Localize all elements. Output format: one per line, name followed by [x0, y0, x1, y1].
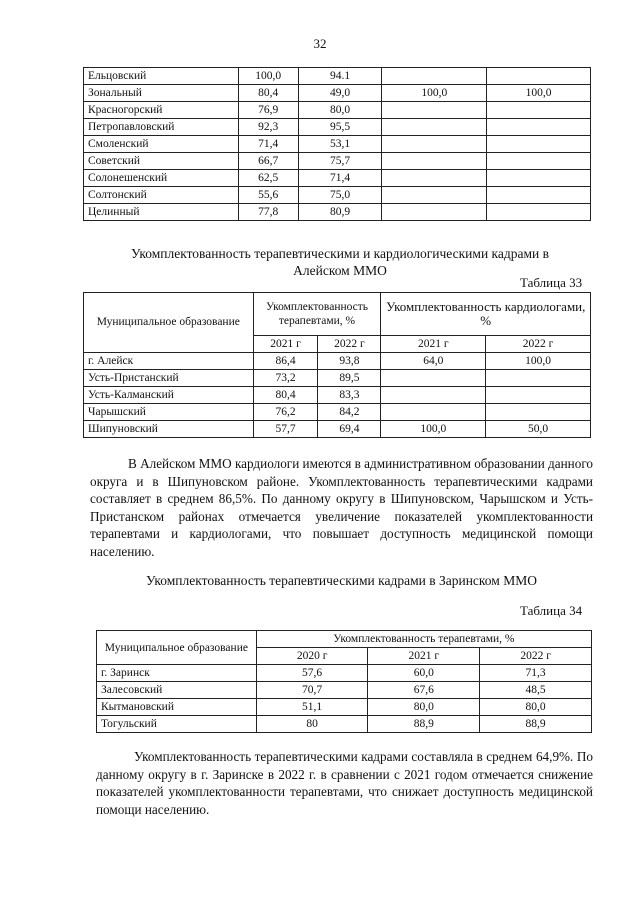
paragraph-aleysk: В Алейском ММО кардиологи имеются в административном образовании данного округа и в Шипуновском районе. Укомплектованность терапевтическими кадрами составляет в среднем 86,5%. По данному округу в Шипуновском, Чарышском и Усть-Пристанском районах отмечается увеличение показателей укомплектованности терапевтами и кардиологами, что повышает доступность медицинской помощи населению. [90, 456, 594, 559]
cell-value [487, 136, 591, 153]
cell-value: 73,2 [253, 370, 318, 387]
table-34-label: Таблица 34 [520, 603, 583, 618]
row-label: Красногорский [84, 102, 239, 119]
cell-value: 49,0 [298, 85, 382, 102]
row-label: Зональный [84, 85, 239, 102]
table-row [84, 404, 591, 421]
cell-value: 100,0 [486, 353, 591, 370]
table-34 [96, 630, 592, 733]
cell-value: 75,0 [298, 187, 382, 204]
cell-value: 50,0 [486, 421, 591, 438]
cell-value: 48,5 [480, 682, 592, 699]
cell-value [382, 187, 487, 204]
cell-value: 57,6 [256, 665, 368, 682]
cell-value: 88,9 [480, 716, 592, 733]
table-row [84, 68, 591, 85]
cell-value: 77,8 [238, 204, 298, 221]
cell-value: 71,4 [298, 170, 382, 187]
table-row [84, 387, 591, 404]
table-row [84, 187, 591, 204]
cell-value [382, 119, 487, 136]
cell-value: 80,0 [298, 102, 382, 119]
cell-value: 100,0 [381, 421, 486, 438]
table-row [84, 119, 591, 136]
table-row [84, 370, 591, 387]
cell-value: 80,4 [238, 85, 298, 102]
cell-value [487, 204, 591, 221]
header-2022: 2022 г [480, 648, 592, 665]
cell-value [487, 170, 591, 187]
cell-value [382, 170, 487, 187]
cell-value [382, 136, 487, 153]
row-label: Чарышский [84, 404, 254, 421]
table-row [84, 102, 591, 119]
page-number: 32 [313, 36, 327, 51]
cell-value: 100,0 [382, 85, 487, 102]
header-therapists: Укомплектованность терапевтами, % [256, 631, 591, 648]
row-label: Солтонский [84, 187, 239, 204]
row-label: Усть-Пристанский [84, 370, 254, 387]
header-cardio-2022: 2022 г [486, 336, 591, 353]
row-label: Залесовский [97, 682, 257, 699]
cell-value: 71,3 [480, 665, 592, 682]
cell-value: 62,5 [238, 170, 298, 187]
header-cardiologists: Укомплектованность кардиологами, % [381, 293, 591, 336]
table-row [97, 716, 592, 733]
row-label: Смоленский [84, 136, 239, 153]
cell-value: 84,2 [318, 404, 381, 421]
cell-value [381, 387, 486, 404]
cell-value [486, 370, 591, 387]
cell-value [382, 68, 487, 85]
header-2022: 2022 г [318, 336, 381, 353]
cell-value: 94.1 [298, 68, 382, 85]
cell-value: 80 [256, 716, 368, 733]
cell-value [487, 119, 591, 136]
table-row [84, 421, 591, 438]
table-33 [83, 292, 591, 438]
header-2021: 2021 г [253, 336, 318, 353]
cell-value [487, 153, 591, 170]
row-label: г. Алейск [84, 353, 254, 370]
row-label: Тогульский [97, 716, 257, 733]
cell-value: 88,9 [368, 716, 480, 733]
table-row [97, 665, 592, 682]
paragraph-zarinsk: Укомплектованность терапевтическими кадрами составляла в среднем 64,9%. По данному округу в г. Заринске в 2022 г. в сравнении с 2021 годом отмечается снижение показателей укомплектованности терапевтами, что снижает доступность медицинской помощи населению. [96, 749, 593, 817]
table-row [84, 353, 591, 370]
table-34-caption: Укомплектованность терапевтическими кадрами в Заринском ММО [146, 573, 537, 588]
cell-value [487, 68, 591, 85]
table-row [84, 170, 591, 187]
table-row [84, 153, 591, 170]
cell-value: 83,3 [318, 387, 381, 404]
cell-value: 66,7 [238, 153, 298, 170]
cell-value: 69,4 [318, 421, 381, 438]
cell-value: 75,7 [298, 153, 382, 170]
header-cardio-2021: 2021 г [381, 336, 486, 353]
cell-value: 76,9 [238, 102, 298, 119]
cell-value [487, 102, 591, 119]
cell-value: 89,5 [318, 370, 381, 387]
cell-value: 80,0 [368, 699, 480, 716]
row-label: Шипуновский [84, 421, 254, 438]
cell-value: 93,8 [318, 353, 381, 370]
cell-value: 76,2 [253, 404, 318, 421]
cell-value: 80,0 [480, 699, 592, 716]
table-row [84, 204, 591, 221]
row-label: Петропавловский [84, 119, 239, 136]
row-label: Кытмановский [97, 699, 257, 716]
cell-value [487, 187, 591, 204]
header-municipality: Муниципальное образование [97, 631, 257, 665]
cell-value: 92,3 [238, 119, 298, 136]
cell-value: 100,0 [487, 85, 591, 102]
cell-value: 86,4 [253, 353, 318, 370]
cell-value [486, 387, 591, 404]
cell-value: 57,7 [253, 421, 318, 438]
table-row [97, 682, 592, 699]
cell-value [382, 102, 487, 119]
row-label: г. Заринск [97, 665, 257, 682]
cell-value [382, 153, 487, 170]
row-label: Усть-Калманский [84, 387, 254, 404]
table-row [84, 85, 591, 102]
table-33-caption: Укомплектованность терапевтическими и кардиологическими кадрами в Алейском ММО [130, 246, 550, 278]
cell-value: 80,4 [253, 387, 318, 404]
cell-value: 70,7 [256, 682, 368, 699]
row-label: Советский [84, 153, 239, 170]
cell-value: 95,5 [298, 119, 382, 136]
table-33-label: Таблица 33 [520, 275, 583, 290]
cell-value: 71,4 [238, 136, 298, 153]
cell-value: 64,0 [381, 353, 486, 370]
table-32-continuation [83, 67, 591, 221]
header-2020: 2020 г [256, 648, 368, 665]
cell-value [486, 404, 591, 421]
cell-value [382, 204, 487, 221]
cell-value [381, 370, 486, 387]
cell-value: 60,0 [368, 665, 480, 682]
cell-value [381, 404, 486, 421]
cell-value: 67,6 [368, 682, 480, 699]
row-label: Целинный [84, 204, 239, 221]
table-row [84, 136, 591, 153]
row-label: Солонешенский [84, 170, 239, 187]
cell-value: 80,9 [298, 204, 382, 221]
cell-value: 53,1 [298, 136, 382, 153]
row-label: Ельцовский [84, 68, 239, 85]
header-municipality: Муниципальное образование [84, 293, 254, 353]
cell-value: 100,0 [238, 68, 298, 85]
table-row [97, 699, 592, 716]
header-2021: 2021 г [368, 648, 480, 665]
header-therapists: Укомплектованность терапевтами, % [253, 293, 381, 336]
cell-value: 51,1 [256, 699, 368, 716]
cell-value: 55,6 [238, 187, 298, 204]
